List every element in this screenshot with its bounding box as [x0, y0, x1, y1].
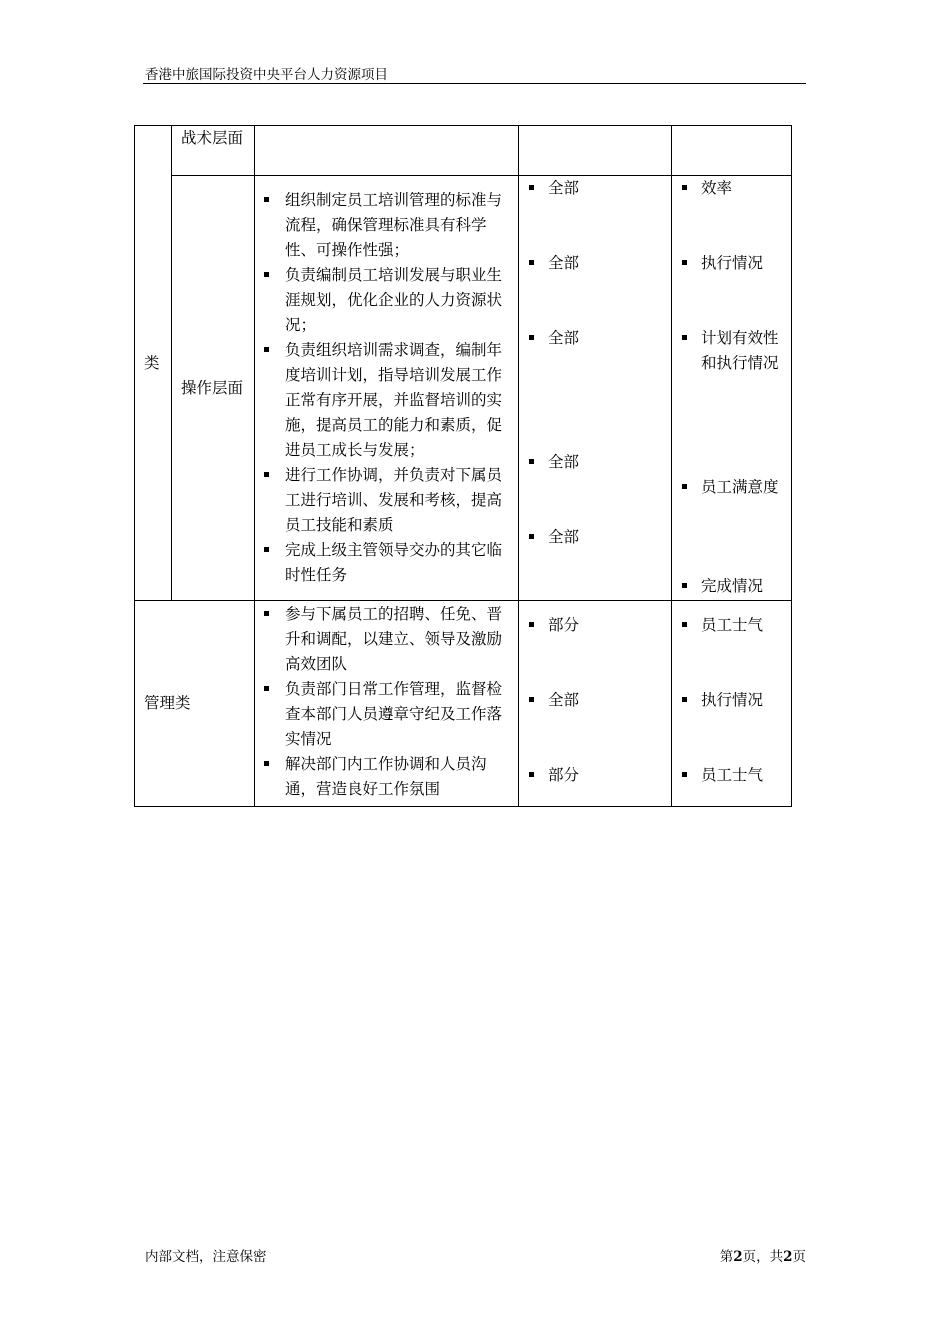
- scope-item: 全部: [519, 251, 667, 276]
- page-suffix: 页: [792, 1249, 806, 1265]
- category-label: 类: [144, 353, 160, 372]
- scope-item: 部分: [519, 763, 667, 788]
- scope-cell: [519, 601, 672, 807]
- category-cell: [135, 126, 172, 601]
- list-item: 进行工作协调，并负责对下属员工进行培训、发展和考核，提高员工技能和素质: [285, 463, 512, 538]
- table-row: [135, 176, 792, 601]
- category-cell: [135, 601, 255, 807]
- scope-item: 全部: [519, 326, 667, 351]
- indicator-item: 完成情况: [672, 574, 779, 599]
- page-total: 2: [783, 1249, 793, 1265]
- level-cell: [172, 176, 255, 601]
- indicator-item: 员工满意度: [672, 475, 779, 500]
- page-middle: 页，共: [742, 1249, 784, 1265]
- indicator-item: 效率: [672, 176, 779, 201]
- list-item: 完成上级主管领导交办的其它临时性任务: [285, 538, 512, 588]
- scope-item: 全部: [519, 450, 667, 475]
- page-prefix: 第: [719, 1249, 734, 1265]
- indicator-item: 员工士气: [672, 763, 779, 788]
- page-current: 2: [733, 1249, 743, 1265]
- category-label: 管理类: [144, 694, 191, 712]
- header-title: 香港中旅国际投资中央平台人力资源项目: [145, 67, 388, 83]
- scope-cell: [519, 126, 672, 176]
- list-item: 组织制定员工培训管理的标准与流程，确保管理标准具有科学性、可操作性强；: [285, 188, 512, 263]
- header-divider: [143, 83, 806, 84]
- indicator-item: 计划有效性和执行情况: [672, 326, 779, 376]
- level-label: 操作层面: [181, 378, 244, 397]
- list-item: 负责编制员工培训发展与职业生涯规划，优化企业的人力资源状况；: [285, 263, 512, 338]
- duty-cell: [255, 601, 519, 807]
- table-row: [135, 126, 792, 176]
- list-item: 负责部门日常工作管理，监督检查本部门人员遵章守纪及工作落实情况: [285, 677, 512, 752]
- scope-item: 部分: [519, 613, 667, 638]
- scope-item: 全部: [519, 176, 667, 201]
- scope-item: 全部: [519, 688, 667, 713]
- duties-table: [134, 125, 792, 807]
- indicator-cell: [672, 126, 792, 176]
- duty-cell: [255, 126, 519, 176]
- duty-cell: [255, 176, 519, 601]
- list-item: 解决部门内工作协调和人员沟通，营造良好工作氛围: [285, 752, 512, 802]
- indicator-cell: [672, 176, 792, 601]
- indicator-item: 执行情况: [672, 688, 779, 713]
- indicator-item: 员工士气: [672, 613, 779, 638]
- list-item: 参与下属员工的招聘、任免、晋升和调配，以建立、领导及激励高效团队: [285, 602, 512, 677]
- level-label: 战术层面: [181, 129, 244, 147]
- indicator-cell: [672, 601, 792, 807]
- list-item: 负责组织培训需求调查，编制年度培训计划，指导培训发展工作正常有序开展，并监督培训的实施，提高员工的能力和素质，促进员工成长与发展；: [285, 338, 512, 463]
- indicator-item: 执行情况: [672, 251, 779, 276]
- scope-item: 全部: [519, 525, 667, 550]
- footer-confidential: 内部文档，注意保密: [145, 1249, 267, 1265]
- level-cell: [172, 126, 255, 176]
- scope-cell: [519, 176, 672, 601]
- table-row: [135, 601, 792, 807]
- footer-page-number: [720, 1248, 806, 1266]
